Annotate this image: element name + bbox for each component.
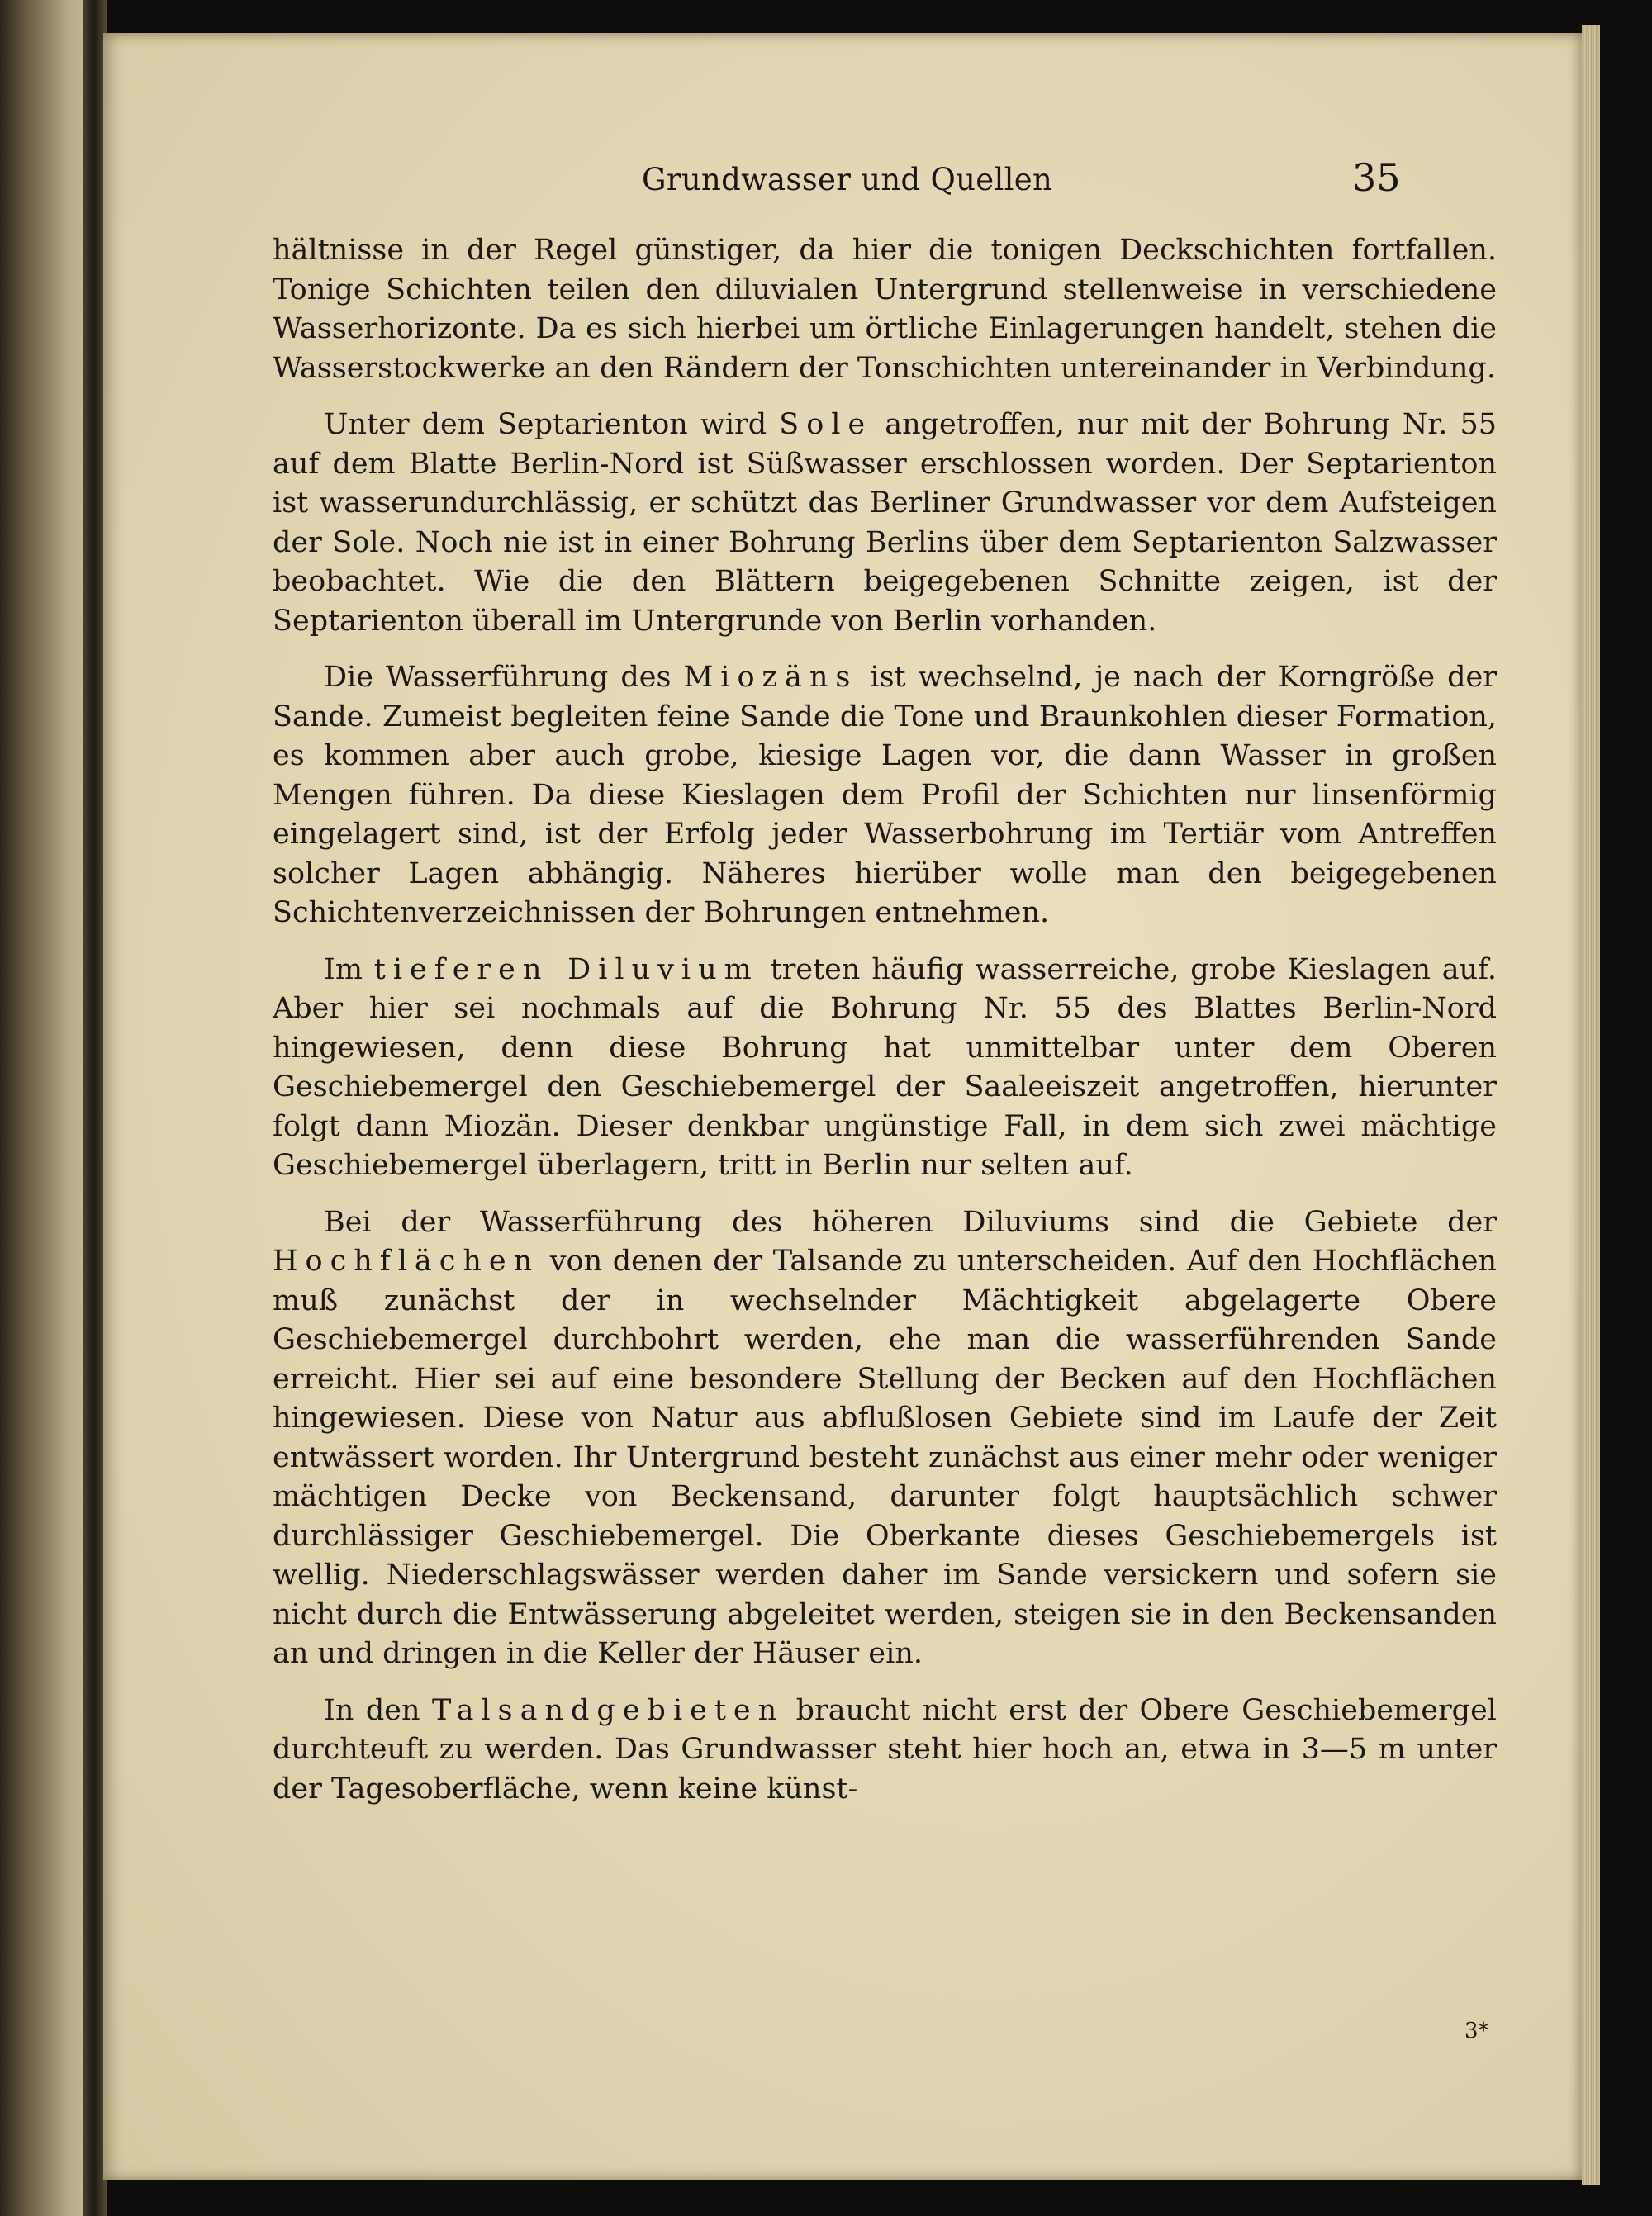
- body-text: [273, 231, 1497, 1826]
- paragraph-5-spaced-term: Hochflächen: [273, 1245, 540, 1278]
- page-stack-edge: [1582, 25, 1600, 2185]
- paragraph-6-text-before: In den: [324, 1693, 432, 1727]
- paragraph-2-text-after: angetroffen, nur mit der Bohrung Nr. 55 auf dem Blatte Berlin-Nord ist Süßwasser erschlossen worden. Der Septarienton ist wasserundurchlässig, er schützt das Berliner Grundwasser vor dem Aufsteigen der Sole. Noch nie ist in einer Bohrung Berlins über dem Septarienton Salzwasser beobachtet. Wie die den Blättern beigegebenen Schnitte zeigen, ist der Septarienton überall im Untergrunde von Berlin vorhanden.: [273, 408, 1497, 638]
- paragraph-6-text-after: braucht nicht erst der Obere Geschiebemergel durchteuft zu werden. Das Grundwasser steht hier hoch an, etwa in 3—5 m unter der Tagesoberfläche, wenn keine künst-: [273, 1693, 1497, 1806]
- paragraph-5-text-after: von denen der Talsande zu unterscheiden. Auf den Hochflächen muß zunächst der in wechselnder Mächtigkeit abgelagerte Obere Geschiebemergel durchbohrt werden, ehe man die wasserführenden Sande erreicht. Hier sei auf eine besondere Stellung der Becken auf den Hochflächen hingewiesen. Diese von Natur aus abflußlosen Gebiete sind im Laufe der Zeit entwässert worden. Ihr Untergrund besteht zunächst aus einer mehr oder weniger mächtigen Decke von Beckensand, darunter folgt hauptsächlich schwer durchlässiger Geschiebemergel. Die Oberkante dieses Geschiebemergels ist wellig. Niederschlagswässer werden daher im Sande versickern und sofern sie nicht durch die Entwässerung abgeleitet werden, steigen sie in den Beckensanden an und dringen in die Keller der Häuser ein.: [273, 1245, 1497, 1670]
- paragraph-6-spaced-term: Talsandgebieten: [431, 1693, 785, 1727]
- paragraph-1: hältnisse in der Regel günstiger, da hier die tonigen Deckschichten fortfallen. Tonige Schichten teilen den diluvialen Untergrund stellenweise in verschiedene Wasserhorizonte. Da es sich hierbei um örtliche Einlagerungen handelt, stehen die Wasserstockwerke an den Rändern der Tonschichten untereinander in Verbindung.: [273, 234, 1497, 385]
- paragraph-2-spaced-term: Sole: [779, 408, 873, 441]
- paragraph-5: [273, 1203, 1497, 1674]
- paragraph-4-text-after: treten häufig wasserreiche, grobe Kieslagen auf. Aber hier sei nochmals auf die Bohrung Nr. 55 des Blattes Berlin-Nord hingewiesen, denn diese Bohrung hat unmittelbar unter dem Oberen Geschiebemergel den Geschiebemergel der Saaleeiszeit angetroffen, hierunter folgt dann Miozän. Dieser denkbar ungünstige Fall, in dem sich zwei mächtige Geschiebemergel überlagern, tritt in Berlin nur selten auf.: [273, 952, 1498, 1182]
- paragraph-4-spaced-term: tieferen Diluvium: [373, 952, 759, 986]
- signature-mark: 3*: [1464, 2019, 1489, 2043]
- paragraph-3-text-before: Die Wasserführung des: [324, 661, 684, 694]
- paragraph-3-spaced-term: Miozäns: [683, 661, 858, 694]
- running-title: Grundwasser und Quellen: [642, 162, 1053, 197]
- paragraph-3: [273, 658, 1497, 933]
- paragraph-6: [273, 1692, 1497, 1810]
- paragraph-5-text-before: Bei der Wasserführung des höheren Diluviums sind die Gebiete der: [324, 1205, 1497, 1239]
- paragraph-4: [273, 951, 1497, 1186]
- page-header: [103, 149, 1582, 215]
- book-page: [103, 33, 1582, 2180]
- page-number: 35: [1352, 155, 1401, 200]
- paragraph-2-text-before: Unter dem Septarienton wird: [324, 408, 780, 441]
- paragraph-3-text-after: ist wechselnd, je nach der Korngröße der Sande. Zumeist begleiten feine Sande die Tone und Braunkohlen dieser Formation, es kommen aber auch grobe, kiesige Lagen vor, die dann Wasser in großen Mengen führen. Da diese Kieslagen dem Profil der Schichten nur linsenförmig eingelagert sind, ist der Erfolg jeder Wasserbohrung im Tertiär vom Antreffen solcher Lagen abhängig. Näheres hierüber wolle man den beigegebenen Schichtenverzeichnissen der Bohrungen entnehmen.: [273, 661, 1497, 929]
- paragraph-4-text-before: Im: [324, 952, 374, 986]
- paragraph-2: [273, 406, 1497, 641]
